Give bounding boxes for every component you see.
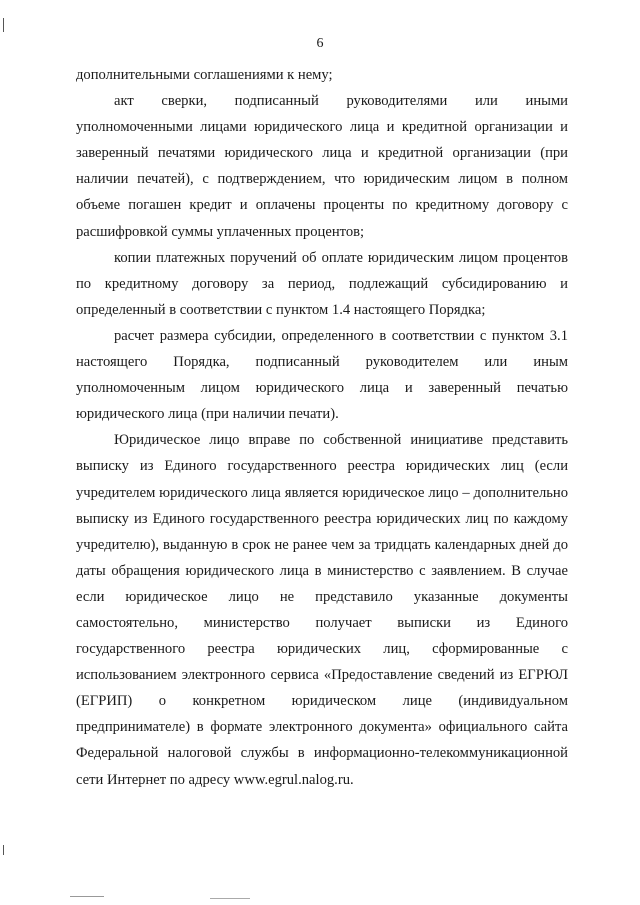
scan-artifact-left-bottom xyxy=(3,845,4,855)
paragraph-registry-extract: Юридическое лицо вправе по собственной инициативе представить выписку из Единого государственного реестра юридических лиц (если учредителем юридического лица является юридическое лицо – дополнительно выписку из Единого государственного реестра юридических лиц по каждому учредителю), выданную в срок не ранее чем за тридцать календарных дней до даты обращения юридического лица в министерство с заявлением. В случае если юридическое лицо не представило указанные документы самостоятельно, министерство получает выписки из Единого государственного реестра юридических лиц, сформированные с использованием электронного сервиса «Предоставление сведений из ЕГРЮЛ (ЕГРИП) о конкретном юридическом лице (индивидуальном предпринимателе) в формате электронного документа» официального сайта Федеральной налоговой службы в информационно-телекоммуникационной сети Интернет по адресу www.egrul.nalog.ru. xyxy=(76,432,568,788)
document-body xyxy=(76,62,568,793)
paragraph-reconciliation-act: акт сверки, подписанный руководителями или иными уполномоченными лицами юридического лица и кредитной организации и заверенный печатями юридического лица и кредитной организации (при наличии печатей), с подтверждением, что юридическим лицом в полном объеме погашен кредит и оплачены проценты по кредитному договору с расшифровкой суммы уплаченных процентов; xyxy=(76,93,568,240)
paragraph-payment-orders: копии платежных поручений об оплате юридическим лицом процентов по кредитному договору за период, подлежащий субсидированию и определенный в соответствии с пунктом 1.4 настоящего Порядка; xyxy=(76,249,568,318)
scan-artifact-bottom-center xyxy=(210,898,250,899)
scan-artifact-bottom-left xyxy=(70,896,104,897)
page-number: 6 xyxy=(316,36,324,51)
paragraph-continuation: дополнительными соглашениями к нему; xyxy=(76,67,333,83)
scan-artifact-left-top xyxy=(3,18,4,32)
paragraph-subsidy-calculation: расчет размера субсидии, определенного в соответствии с пунктом 3.1 настоящего Порядка, подписанный руководителем или иным уполномоченным лицом юридического лица и заверенный печатью юридического лица (при наличии печати). xyxy=(76,327,568,423)
